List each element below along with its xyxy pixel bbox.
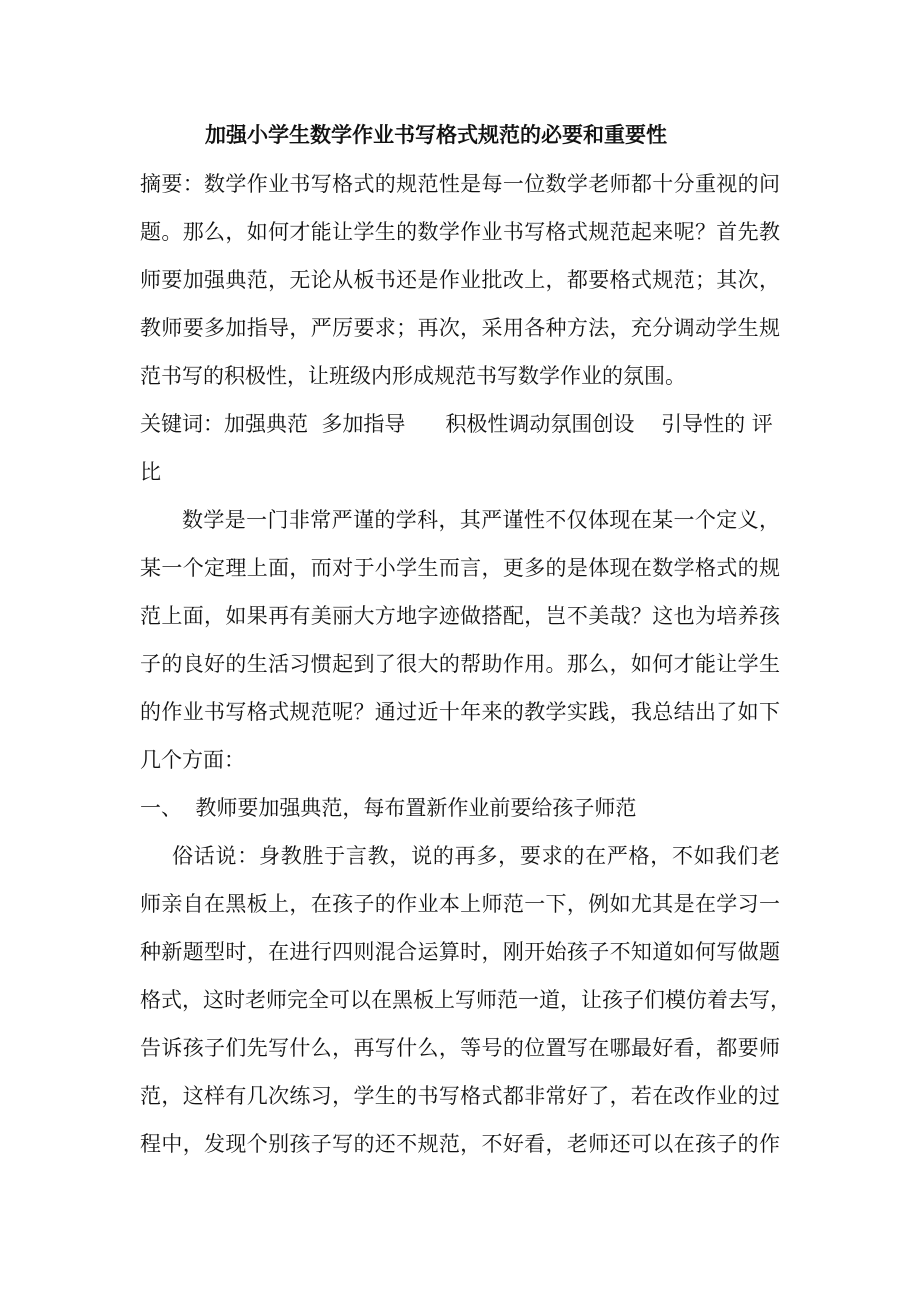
abstract-line: 摘要：数学作业书写格式的规范性是每一位数学老师都十分重视的问: [140, 172, 780, 196]
intro-line: 范上面，如果再有美丽大方地字迹做搭配，岂不美哉？这也为培养孩: [140, 604, 780, 628]
section-paragraph-line: 俗话说：身教胜于言教，说的再多，要求的在严格，不如我们老: [172, 844, 780, 868]
intro-line: 几个方面：: [140, 748, 245, 772]
intro-line: 子的良好的生活习惯起到了很大的帮助作用。那么，如何才能让学生: [140, 652, 780, 676]
section-paragraph-line: 范，这样有几次练习，学生的书写格式都非常好了，若在改作业的过: [140, 1084, 780, 1108]
section-paragraph-line: 师亲自在黑板上，在孩子的作业本上师范一下，例如尤其是在学习一: [140, 892, 780, 916]
keywords-line: 关键词：加强典范 多加指导 积极性调动氛围创设 引导性的 评: [140, 412, 773, 436]
document-title: 加强小学生数学作业书写格式规范的必要和重要性: [205, 123, 667, 147]
intro-line: 数学是一门非常严谨的学科，其严谨性不仅体现在某一个定义，: [182, 508, 780, 532]
abstract-line: 教师要多加指导，严厉要求；再次，采用各种方法，充分调动学生规: [140, 316, 780, 340]
abstract-line: 范书写的积极性，让班级内形成规范书写数学作业的氛围。: [140, 364, 686, 388]
keywords-line: 比: [140, 460, 161, 484]
section-paragraph-line: 告诉孩子们先写什么，再写什么，等号的位置写在哪最好看，都要师: [140, 1036, 780, 1060]
section-paragraph-line: 程中，发现个别孩子写的还不规范，不好看，老师还可以在孩子的作: [140, 1132, 780, 1156]
intro-line: 的作业书写格式规范呢？通过近十年来的教学实践，我总结出了如下: [140, 700, 780, 724]
abstract-line: 师要加强典范，无论从板书还是作业批改上，都要格式规范；其次，: [140, 268, 780, 292]
intro-line: 某一个定理上面，而对于小学生而言，更多的是体现在数学格式的规: [140, 556, 780, 580]
section-heading: 一、 教师要加强典范，每布置新作业前要给孩子师范: [140, 796, 637, 820]
section-paragraph-line: 格式，这时老师完全可以在黑板上写师范一道，让孩子们模仿着去写，: [140, 988, 791, 1012]
section-paragraph-line: 种新题型时，在进行四则混合运算时，刚开始孩子不知道如何写做题: [140, 940, 780, 964]
abstract-line: 题。那么，如何才能让学生的数学作业书写格式规范起来呢？首先教: [140, 220, 780, 244]
